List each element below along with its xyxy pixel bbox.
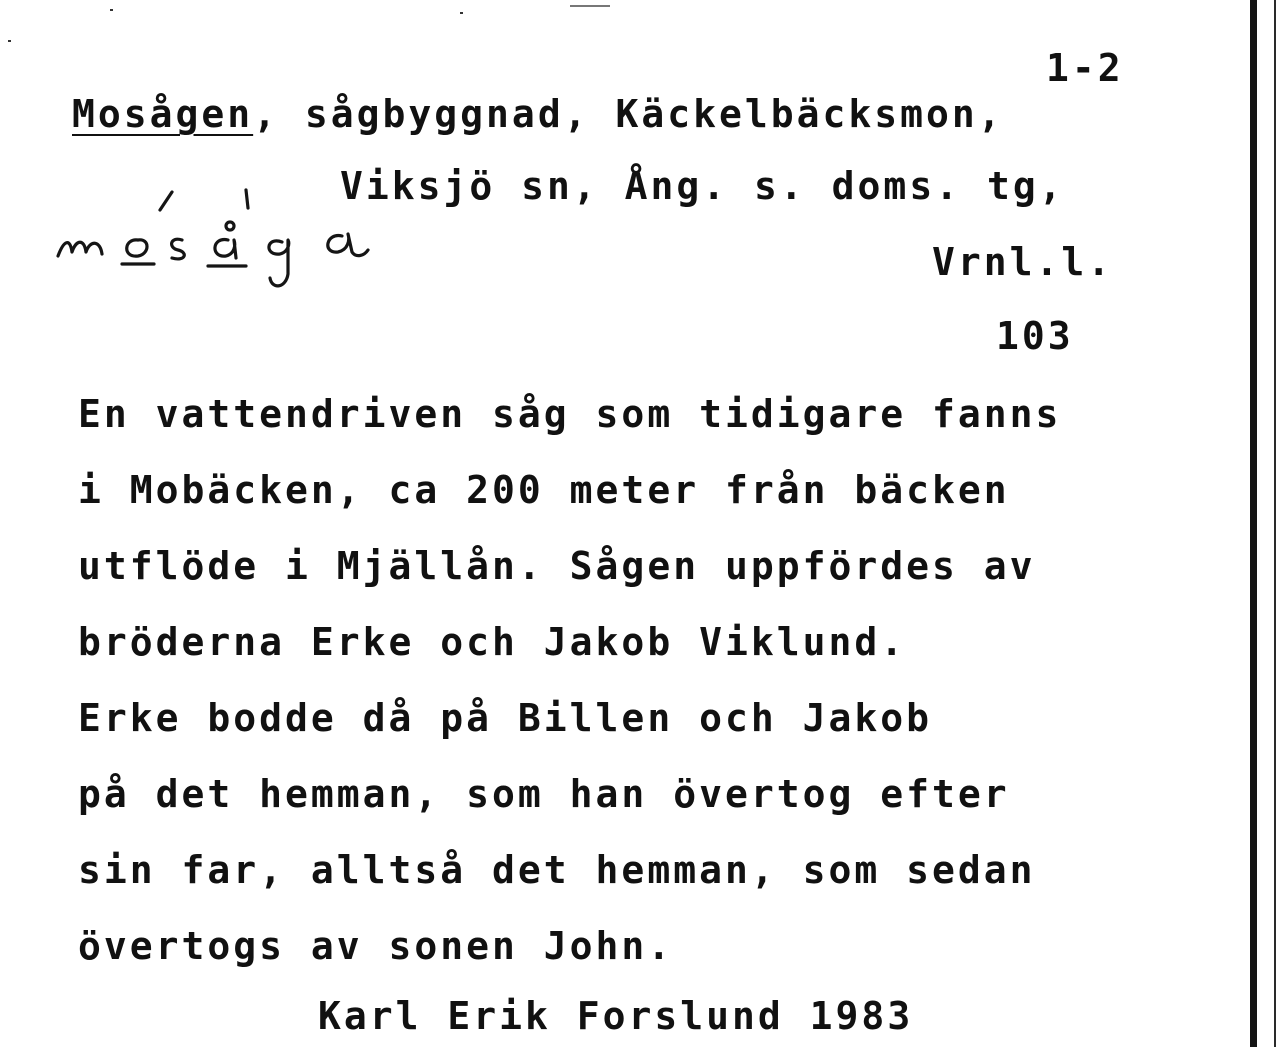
heading-line-2: Viksjö sn, Ång. s. doms. tg, xyxy=(340,164,1065,208)
signature: Karl Erik Forslund 1983 xyxy=(318,994,914,1038)
body-line-6: på det hemman, som han övertog efter xyxy=(78,772,1010,816)
heading-line-4: 103 xyxy=(996,314,1074,358)
handwritten-annotation xyxy=(50,178,380,298)
scan-speck xyxy=(8,40,11,42)
body-line-5: Erke bodde då på Billen och Jakob xyxy=(78,696,932,740)
scan-speck xyxy=(460,12,463,14)
page-number: 1-2 xyxy=(1046,46,1124,90)
card-right-edge xyxy=(1250,0,1257,1047)
body-line-3: utflöde i Mjällån. Sågen uppfördes av xyxy=(78,544,1036,588)
body-line-1: En vattendriven såg som tidigare fanns xyxy=(78,392,1062,436)
body-line-4: bröderna Erke och Jakob Viklund. xyxy=(78,620,907,664)
heading-line-1-rest: , sågbyggnad, Käckelbäcksmon, xyxy=(253,92,1004,136)
body-line-8: övertogs av sonen John. xyxy=(78,924,674,968)
heading-line-1 xyxy=(72,94,1004,134)
heading-line-3: Vrnl.l. xyxy=(932,240,1114,284)
body-line-2: i Mobäcken, ca 200 meter från bäcken xyxy=(78,468,1010,512)
title-word: Mosågen xyxy=(72,92,254,136)
scan-mark xyxy=(570,5,610,7)
scan-speck xyxy=(110,9,113,11)
body-line-7: sin far, alltså det hemman, som sedan xyxy=(78,848,1036,892)
card-right-edge-line xyxy=(1274,0,1276,1047)
